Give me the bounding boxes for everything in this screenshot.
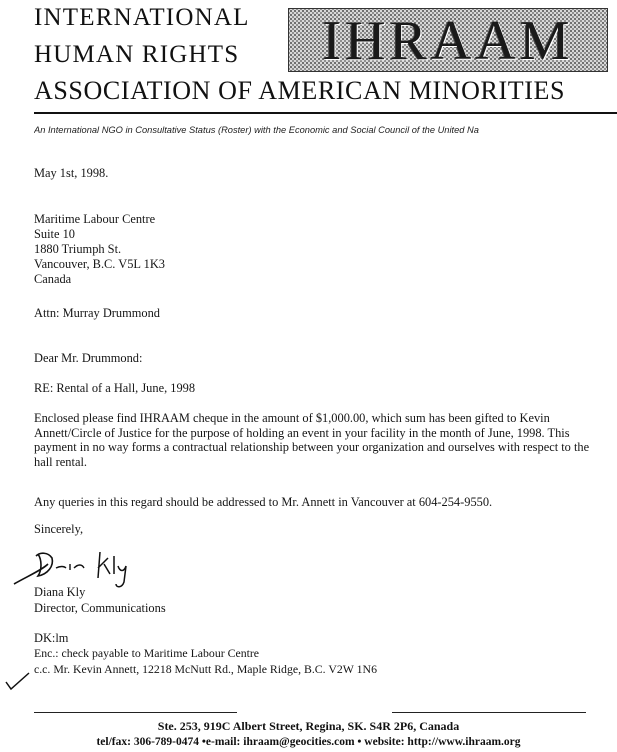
cc-line: c.c. Mr. Kevin Annett, 12218 McNutt Rd., Maple Ridge, B.C. V2W 1N6	[34, 662, 377, 676]
recipient-line: Maritime Labour Centre	[34, 212, 156, 226]
body-paragraph-1: Enclosed please find IHRAAM cheque in the amount of $1,000.00, which sum has been gifted to Kevin Annett/Circle of Justice for the purpose of holding an event in your facility in the month of June, 1998. This payment in no way forms a contractual relationship between your organization and ourselves with respect to the hall rental.	[34, 411, 590, 469]
tagline: An International NGO in Consultative Status (Roster) with the Economic and Social Council of the United Na	[34, 125, 479, 135]
recipient-line: Vancouver, B.C. V5L 1K3	[34, 257, 165, 271]
recipient-line: 1880 Triumph St.	[34, 242, 122, 256]
salutation: Dear Mr. Drummond:	[34, 351, 143, 365]
footer-rule-right	[392, 712, 586, 713]
org-name-line-2: HUMAN RIGHTS	[34, 41, 240, 68]
attention-line: Attn: Murray Drummond	[34, 306, 160, 320]
recipient-line: Suite 10	[34, 227, 75, 241]
org-name-line-3: ASSOCIATION OF AMERICAN MINORITIES	[34, 76, 566, 105]
body-paragraph-2: Any queries in this regard should be addressed to Mr. Annett in Vancouver at 604-254-9550.	[34, 495, 493, 509]
header-rule	[34, 112, 617, 114]
closing: Sincerely,	[34, 522, 84, 536]
letter-date: May 1st, 1998.	[34, 166, 109, 180]
footer-rule-left	[34, 712, 237, 713]
signer-title: Director, Communications	[34, 601, 166, 615]
recipient-line: Canada	[34, 272, 72, 286]
enclosure-line: Enc.: check payable to Maritime Labour Centre	[34, 646, 260, 660]
signer-name: Diana Kly	[34, 585, 86, 599]
org-name-line-1: INTERNATIONAL	[34, 4, 250, 31]
re-line: RE: Rental of a Hall, June, 1998	[34, 381, 196, 395]
footer-address: Ste. 253, 919C Albert Street, Regina, SK. S4R 2P6, Canada	[157, 719, 460, 733]
checkmark-icon	[4, 670, 32, 692]
typist-initials: DK:lm	[34, 631, 69, 645]
logo-text: IHRAAM	[322, 10, 574, 72]
ihraam-logo	[288, 8, 608, 72]
footer-contact: tel/fax: 306-789-0474 •e-mail: ihraam@geocities.com • website: http://www.ihraam.org	[96, 736, 521, 748]
recipient-address	[34, 212, 165, 287]
